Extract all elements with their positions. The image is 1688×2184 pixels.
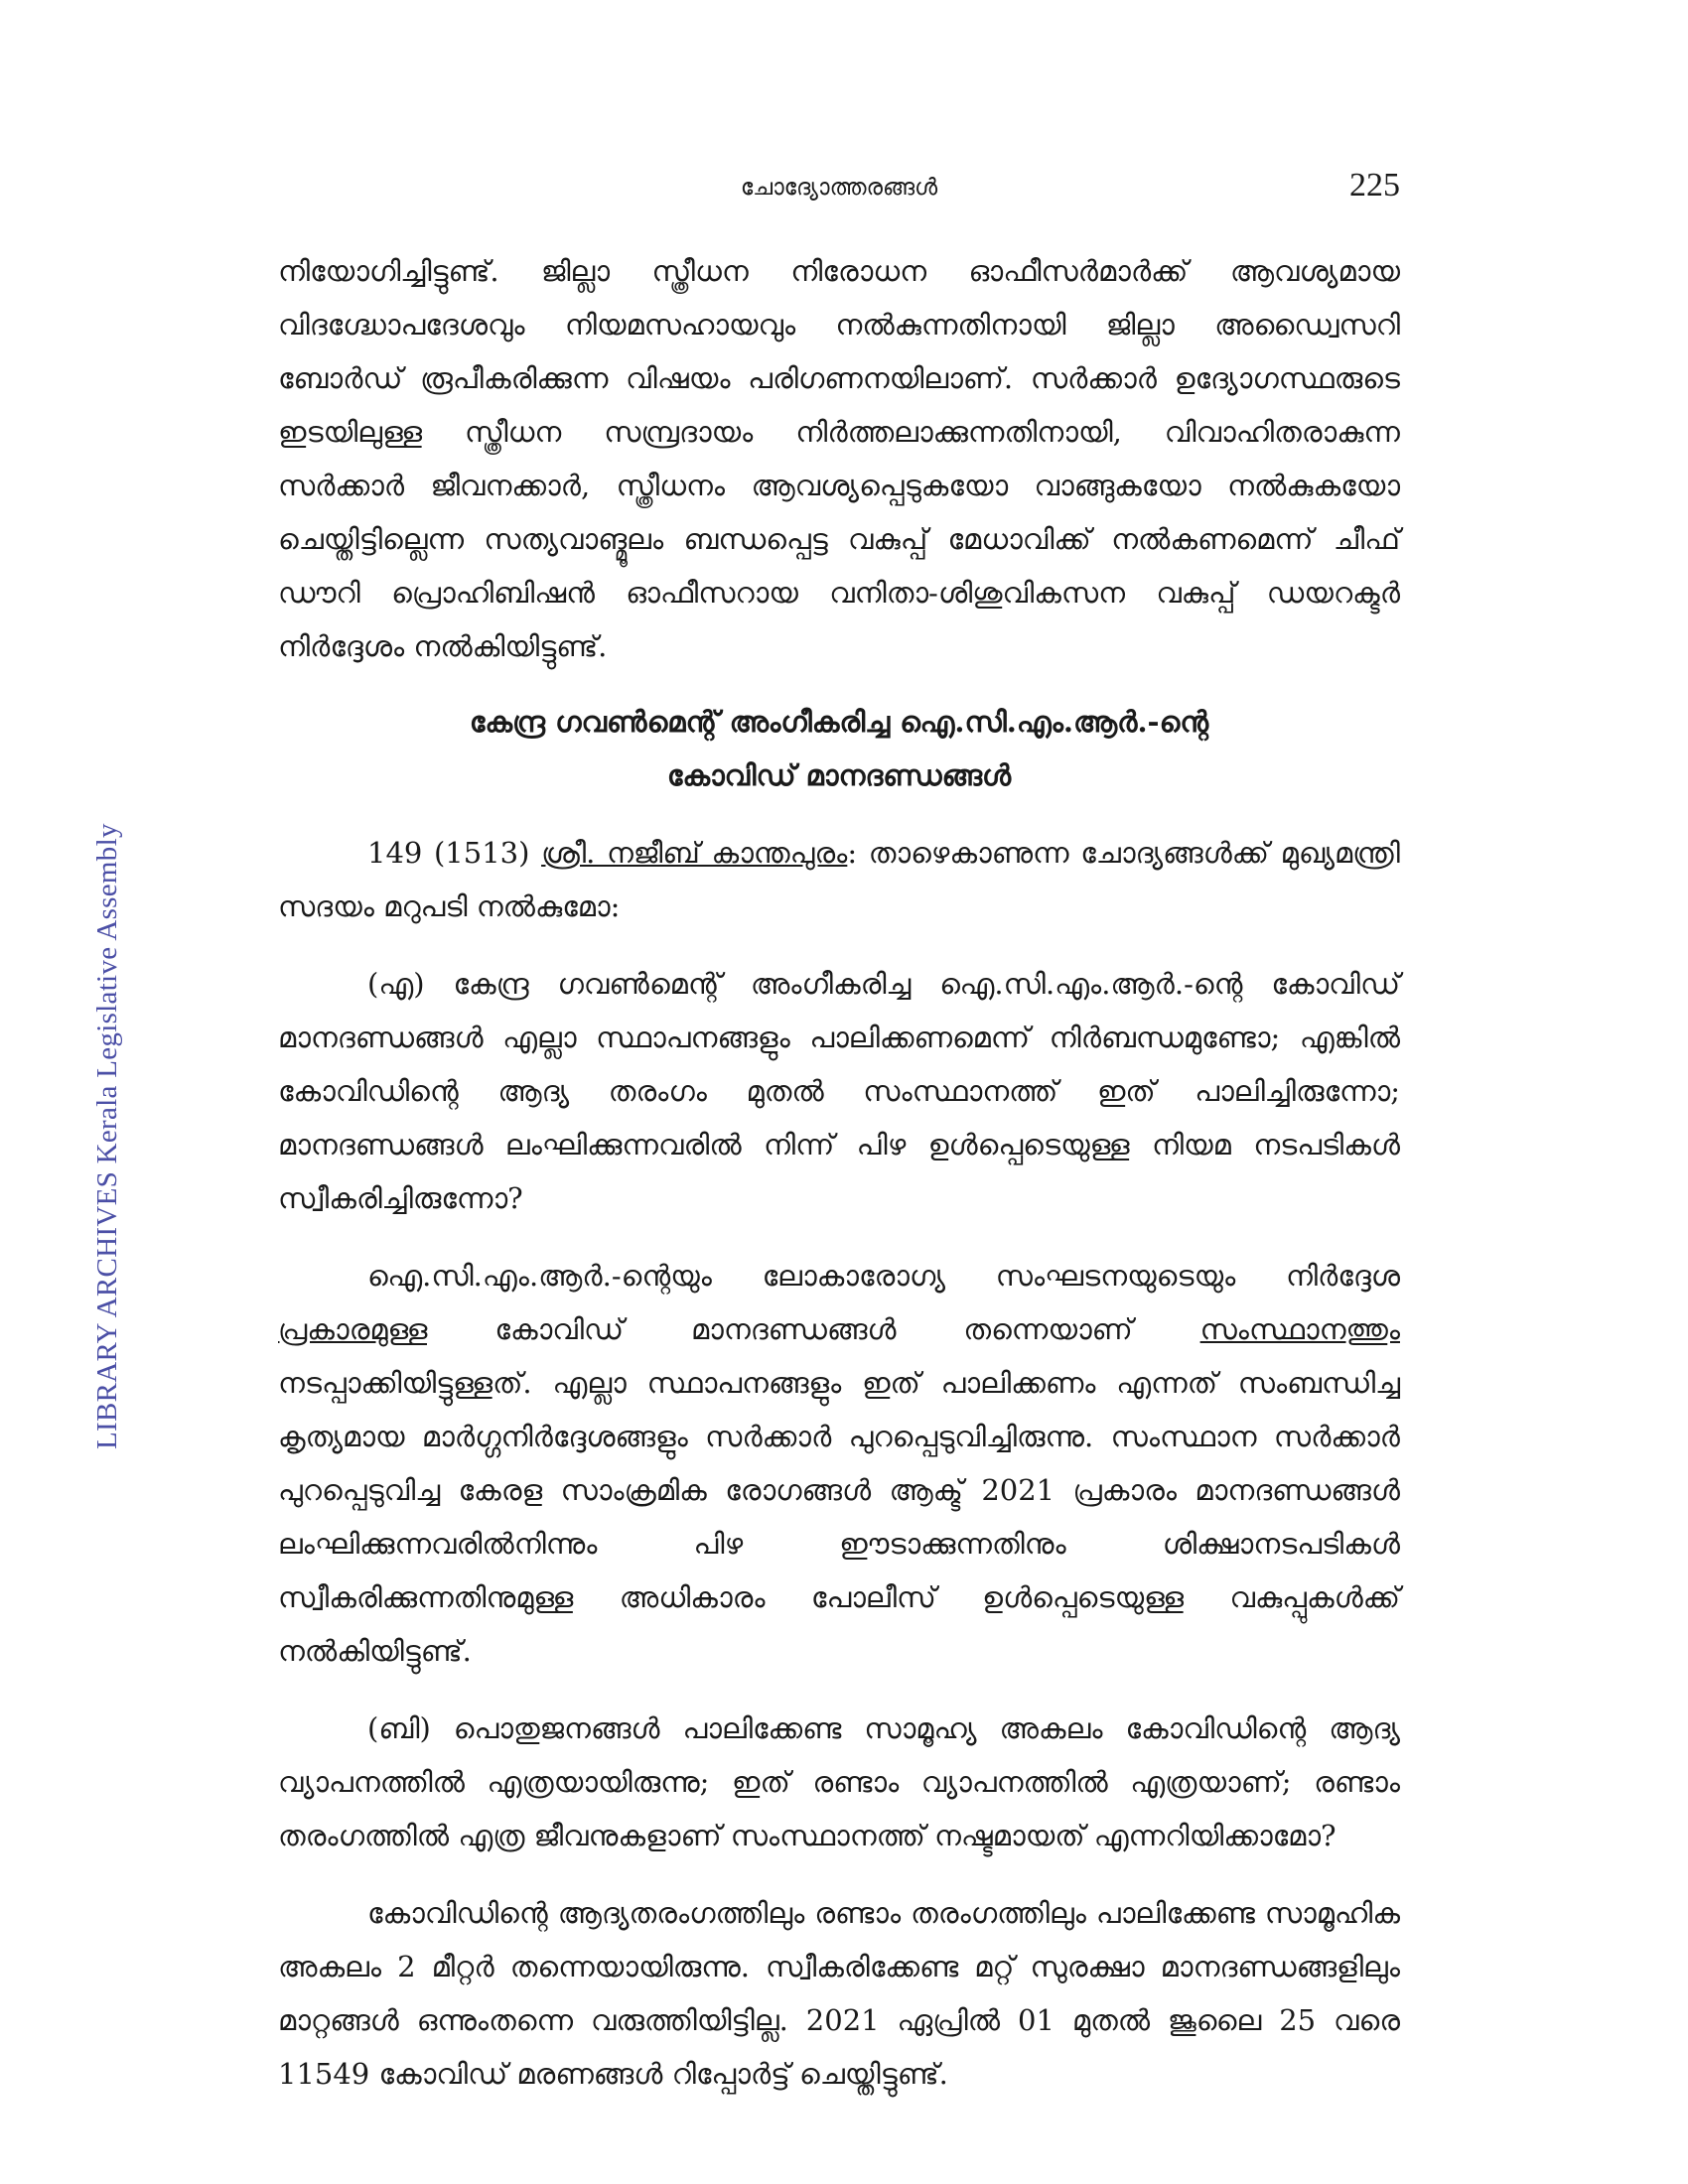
question-intro-text: : താഴെകാണുന്ന ചോദ്യങ്ങൾക്ക് മുഖ്യമന്ത്രി സദയം മറുപടി നൽകുമോ:: [278, 836, 1400, 923]
page-number: 225: [1349, 167, 1400, 204]
continuation-paragraph: നിയോഗിച്ചിട്ടുണ്ട്. ജില്ലാ സ്ത്രീധന നിരോധന ഓഫീസർമാർക്ക് ആവശ്യമായ വിദഗ്ദ്ധോപദേശവും നിയമസഹായവും നൽകുന്നതിനായി ജില്ലാ അഡ്വൈസറി ബോർഡ് രൂപീകരിക്കുന്ന വിഷയം പരിഗണനയിലാണ്. സർക്കാർ ഉദ്യോഗസ്ഥരുടെ ഇടയിലുള്ള സ്ത്രീധന സമ്പ്രദായം നിർത്തലാക്കുന്നതിനായി, വിവാഹിതരാകുന്ന സർക്കാർ ജീവനക്കാർ, സ്ത്രീധനം ആവശ്യപ്പെടുകയോ വാങ്ങുകയോ നൽകുകയോ ചെയ്തിട്ടില്ലെന്ന സത്യവാങ്മൂലം ബന്ധപ്പെട്ട വകുപ്പ് മേധാവിക്ക് നൽകണമെന്ന് ചീഫ് ഡൗറി പ്രൊഹിബിഷൻ ഓഫീസറായ വനിതാ-ശിശുവികസന വകുപ്പ് ഡയറക്ടർ നിർദ്ദേശം നൽകിയിട്ടുണ്ട്.: [278, 254, 1400, 663]
section-title-line2: കോവിഡ് മാനദണ്ഡങ്ങൾ: [666, 758, 1012, 792]
archive-watermark: LIBRARY ARCHIVES Kerala Legislative Assembly: [91, 823, 123, 1449]
question-b: (ബി) പൊതുജനങ്ങൾ പാലിക്കേണ്ട സാമൂഹ്യ അകലം കോവിഡിന്റെ ആദ്യ വ്യാപനത്തിൽ എത്രയായിരുന്നു; ഇത് രണ്ടാം വ്യാപനത്തിൽ എത്രയാണ്; രണ്ടാം തരംഗത്തിൽ എത്ര ജീവനുകളാണ് സംസ്ഥാനത്ത് നഷ്ടമായത് എന്നറിയിക്കാമോ?: [278, 1711, 1400, 1852]
answer-a-mid: കോവിഡ് മാനദണ്ഡങ്ങൾ തന്നെയാണ്: [427, 1312, 1200, 1346]
section-title-line1: കേന്ദ്ര ഗവൺമെന്റ് അംഗീകരിച്ച ഐ.സി.എം.ആർ.-ന്റെ: [469, 705, 1209, 739]
page-header: [278, 167, 1400, 206]
answer-a-underlined-1: പ്രകാരമുള്ള: [278, 1312, 428, 1346]
question-a: (എ) കേന്ദ്ര ഗവൺമെന്റ് അംഗീകരിച്ച ഐ.സി.എം.ആർ.-ന്റെ കോവിഡ് മാനദണ്ഡങ്ങൾ എല്ലാ സ്ഥാപനങ്ങളും പാലിക്കണമെന്ന് നിർബന്ധമുണ്ടോ; എങ്കിൽ കോവിഡിന്റെ ആദ്യ തരംഗം മുതൽ സംസ്ഥാനത്ത് ഇത് പാലിച്ചിരുന്നോ; മാനദണ്ഡങ്ങൾ ലംഘിക്കുന്നവരിൽ നിന്ന് പിഴ ഉൾപ്പെടെയുള്ള നിയമ നടപടികൾ സ്വീകരിച്ചിരുന്നോ?: [278, 967, 1400, 1215]
question-number: 149 (1513): [367, 836, 530, 870]
answer-a-underlined-2: സംസ്ഥാനത്തും: [1199, 1312, 1400, 1346]
answer-a-rest: നടപ്പാക്കിയിട്ടുള്ളത്. എല്ലാ സ്ഥാപനങ്ങളും ഇത് പാലിക്കണം എന്നത് സംബന്ധിച്ച കൃത്യമായ മാർഗ്ഗനിർദ്ദേശങ്ങളും സർക്കാർ പുറപ്പെടുവിച്ചിരുന്നു. സംസ്ഥാന സർക്കാർ പുറപ്പെടുവിച്ച കേരള സാംക്രമിക രോഗങ്ങൾ ആക്ട് 2021 പ്രകാരം മാനദണ്ഡങ്ങൾ ലംഘിക്കുന്നവരിൽനിന്നും പിഴ ഈടാക്കുന്നതിനും ശിക്ഷാനടപടികൾ സ്വീകരിക്കുന്നതിനുമുള്ള അധികാരം പോലീസ് ഉൾപ്പെടെയുള്ള വകുപ്പുകൾക്ക് നൽകിയിട്ടുണ്ട്.: [278, 1366, 1400, 1668]
document-body: [278, 244, 1400, 2101]
question-intro: [278, 826, 1400, 933]
member-name: ശ്രീ. നജീബ് കാന്തപുരം: [541, 836, 848, 870]
running-head: ചോദ്യോത്തരങ്ങൾ: [740, 175, 938, 201]
answer-a-lead: ഐ.സി.എം.ആർ.-ന്റെയും ലോകാരോഗ്യ സംഘടനയുടെയും നിർദ്ദേശ: [367, 1259, 1400, 1293]
answer-a: [278, 1249, 1400, 1678]
answer-b: കോവിഡിന്റെ ആദ്യതരംഗത്തിലും രണ്ടാം തരംഗത്തിലും പാലിക്കേണ്ട സാമൂഹിക അകലം 2 മീറ്റർ തന്നെയായിരുന്നു. സ്വീകരിക്കേണ്ട മറ്റ് സുരക്ഷാ മാനദണ്ഡങ്ങളിലും മാറ്റങ്ങൾ ഒന്നുംതന്നെ വരുത്തിയിട്ടില്ല. 2021 ഏപ്രിൽ 01 മുതൽ ജൂലൈ 25 വരെ 11549 കോവിഡ് മരണങ്ങൾ റിപ്പോർട്ട് ചെയ്തിട്ടുണ്ട്.: [278, 1896, 1400, 2091]
section-title: [278, 695, 1400, 802]
